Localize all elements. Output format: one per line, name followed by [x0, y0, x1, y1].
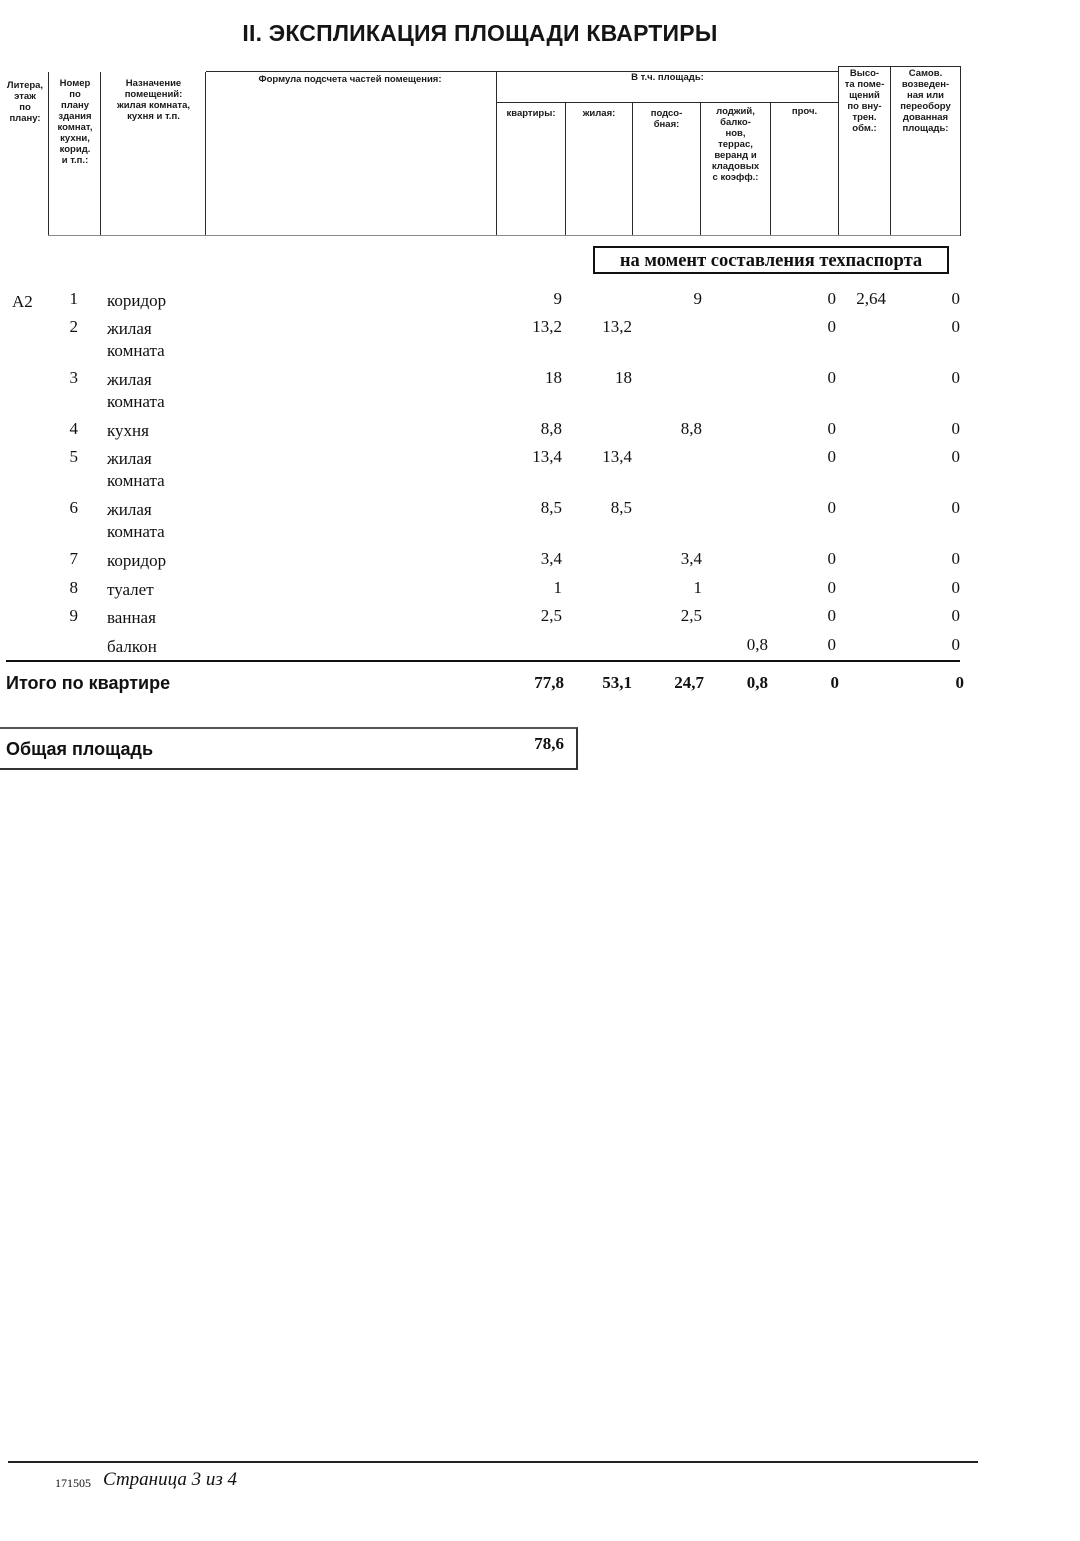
cell-podsob: 8,8 — [680, 419, 702, 438]
cell-samov: 0 — [951, 578, 960, 597]
cell-zhilaya: 18 — [615, 368, 632, 387]
header-zhilaya: жилая: — [582, 108, 616, 119]
header-podsob: подсо- бная: — [650, 108, 683, 130]
total-podsob: 24,7 — [674, 673, 704, 692]
header-proch: проч. — [791, 106, 818, 117]
footer-code: 171505 — [55, 1476, 91, 1490]
total-lodzhiy: 0,8 — [746, 673, 768, 692]
total-area-label: Общая площадь — [6, 739, 154, 759]
cell-proch: 0 — [827, 447, 836, 466]
cell-kvartiry: 18 — [545, 368, 562, 387]
cell-lodzhiy: 0,8 — [746, 635, 768, 654]
cell-kvartiry: 13,2 — [532, 317, 562, 336]
total-kvartiry: 77,8 — [534, 673, 564, 692]
header-sub-rule — [497, 102, 838, 103]
page-title: II. ЭКСПЛИКАЦИЯ ПЛОЩАДИ КВАРТИРЫ — [242, 20, 718, 46]
header-samov: Самов. возведен- ная или переобору дованная площадь: — [900, 68, 951, 134]
total-label: Итого по квартире — [6, 673, 171, 693]
litera-value: А2 — [12, 292, 33, 311]
cell-proch: 0 — [827, 317, 836, 336]
room-name: коридор — [107, 291, 167, 310]
room-number: 4 — [69, 419, 78, 438]
cell-zhilaya: 13,4 — [602, 447, 632, 466]
room-name: кухня — [107, 421, 149, 440]
room-name: коридор — [107, 551, 167, 570]
cell-proch: 0 — [827, 289, 836, 308]
cell-samov: 0 — [951, 317, 960, 336]
cell-samov: 0 — [951, 498, 960, 517]
header-top-rule — [838, 66, 960, 67]
cell-samov: 0 — [951, 549, 960, 568]
cell-samov: 0 — [951, 606, 960, 625]
footer-rule — [8, 1461, 978, 1463]
header-divider — [565, 102, 566, 236]
room-name: жилая комната — [107, 319, 165, 360]
cell-kvartiry: 13,4 — [532, 447, 562, 466]
room-name: ванная — [107, 608, 156, 627]
cell-proch: 0 — [827, 578, 836, 597]
header-divider — [48, 72, 49, 236]
total-zhilaya: 53,1 — [602, 673, 632, 692]
header-kvartiry: квартиры: — [506, 108, 556, 119]
room-number: 9 — [69, 606, 78, 625]
header-nomer: Номер по плану здания комнат, кухни, корид. и т.п.: — [57, 78, 93, 166]
cell-samov: 0 — [951, 368, 960, 387]
header-formula: Формула подсчета частей помещения: — [258, 74, 442, 85]
moment-label: на момент составления техпаспорта — [593, 246, 949, 274]
room-name: жилая комната — [107, 370, 165, 411]
header-divider — [770, 102, 771, 236]
room-number: 5 — [69, 447, 78, 466]
total-rule — [6, 660, 960, 662]
cell-proch: 0 — [827, 606, 836, 625]
header-naznachenie: Назначение помещений: жилая комната, кухня и т.п. — [116, 78, 190, 122]
cell-kvartiry: 3,4 — [540, 549, 562, 568]
header-divider — [205, 72, 206, 236]
cell-proch: 0 — [827, 635, 836, 654]
room-number: 1 — [69, 289, 78, 308]
header-divider — [496, 72, 497, 236]
cell-zhilaya: 13,2 — [602, 317, 632, 336]
cell-kvartiry: 1 — [553, 578, 562, 597]
cell-proch: 0 — [827, 368, 836, 387]
header-litera: Литера, этаж по плану: — [6, 80, 44, 124]
total-proch: 0 — [830, 673, 839, 692]
cell-samov: 0 — [951, 447, 960, 466]
header-bottom-rule — [48, 235, 960, 236]
header-divider — [960, 66, 961, 236]
cell-proch: 0 — [827, 498, 836, 517]
cell-samov: 0 — [951, 289, 960, 308]
cell-podsob: 1 — [693, 578, 702, 597]
cell-zhilaya: 8,5 — [610, 498, 632, 517]
total-samov: 0 — [955, 673, 964, 692]
table-header — [0, 66, 962, 236]
room-number: 2 — [69, 317, 78, 336]
cell-vysota: 2,64 — [856, 289, 886, 308]
cell-proch: 0 — [827, 549, 836, 568]
room-number: 6 — [69, 498, 78, 517]
room-name: жилая комната — [107, 500, 165, 541]
room-name: балкон — [107, 637, 157, 656]
cell-podsob: 9 — [693, 289, 702, 308]
cell-samov: 0 — [951, 419, 960, 438]
cell-kvartiry: 2,5 — [540, 606, 562, 625]
room-number: 3 — [69, 368, 78, 387]
room-number: 7 — [69, 549, 78, 568]
header-vtch: В т.ч. площадь: — [631, 72, 704, 83]
header-vysota: Высо- та поме- щений по вну- трен. обм.: — [844, 68, 885, 134]
cell-podsob: 3,4 — [680, 549, 702, 568]
cell-kvartiry: 8,8 — [540, 419, 562, 438]
header-lodzhiy: лоджий, балко- нов, террас, веранд и кладовых с коэфф.: — [711, 106, 760, 183]
cell-podsob: 2,5 — [680, 606, 702, 625]
room-name: жилая комната — [107, 449, 165, 490]
total-area-value: 78,6 — [534, 734, 564, 753]
cell-samov: 0 — [951, 635, 960, 654]
room-name: туалет — [107, 580, 154, 599]
header-divider — [100, 72, 101, 236]
cell-proch: 0 — [827, 419, 836, 438]
footer-page-number: Страница 3 из 4 — [103, 1469, 237, 1490]
room-number: 8 — [69, 578, 78, 597]
cell-kvartiry: 9 — [553, 289, 562, 308]
cell-kvartiry: 8,5 — [540, 498, 562, 517]
